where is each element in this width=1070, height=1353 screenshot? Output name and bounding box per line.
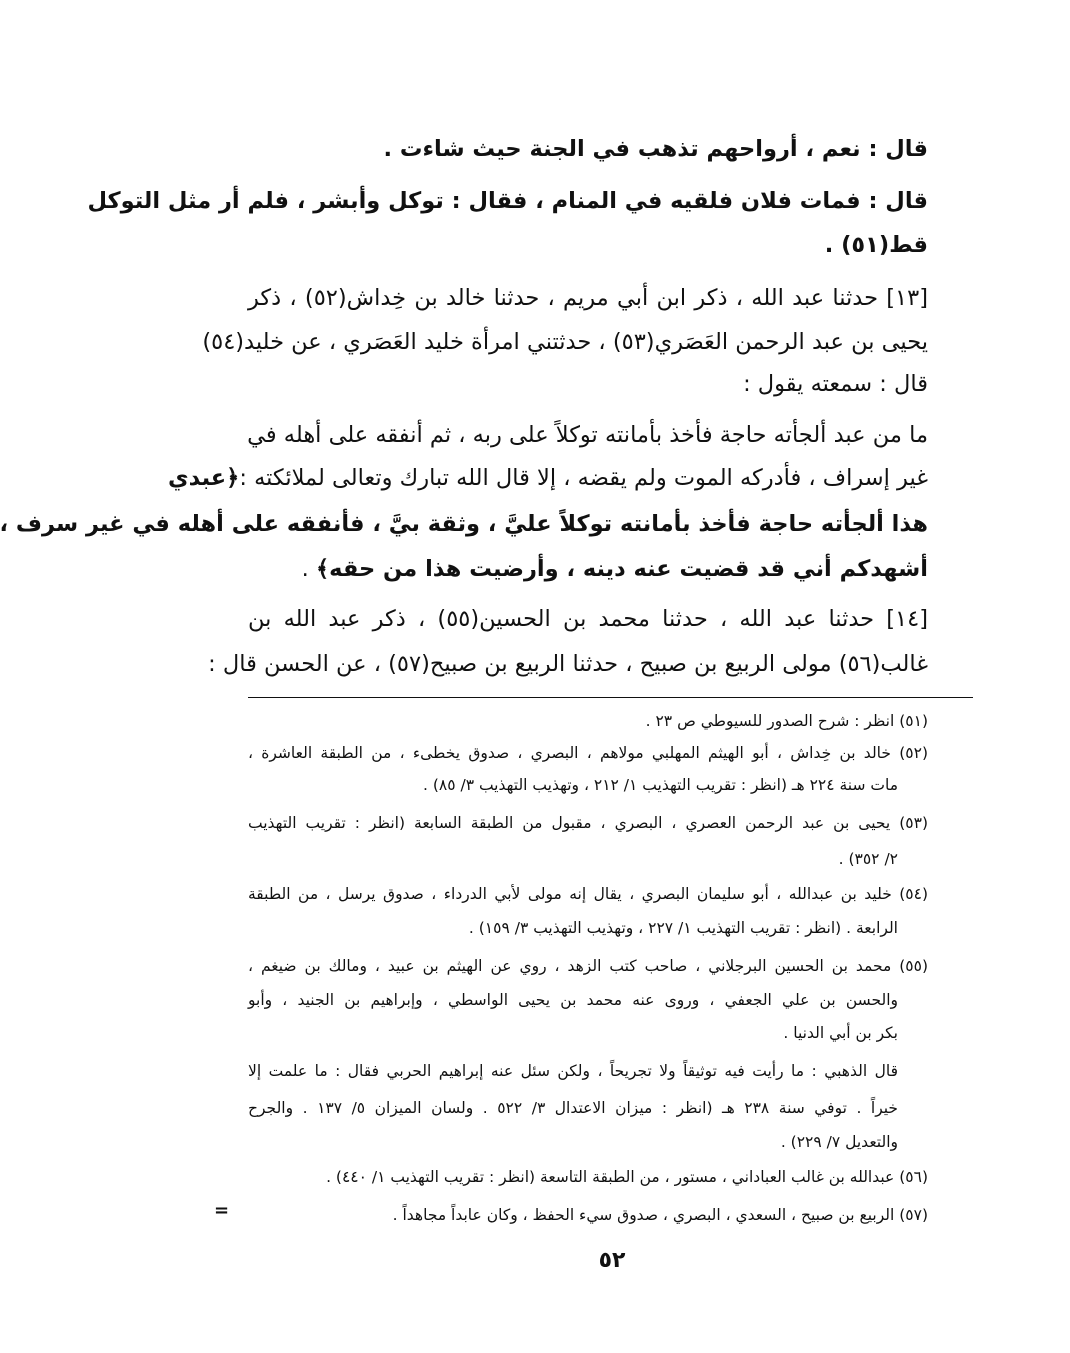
footnote-53-line-2: ٢/ ٣٥٢) . bbox=[838, 850, 898, 868]
quote-closing: أشهدكم أني قد قضيت عنه دينه ، وأرضيت هذا من حقه﴾ bbox=[315, 556, 928, 582]
footnote-54-line-2: الرابعة . (انظر : تقريب التهذيب ١/ ٢٢٧ ، وتهذيب التهذيب ٣/ ١٥٩) . bbox=[468, 919, 898, 937]
body-line-7: ما من عبد ألجأته حاجة فأخذ بأمانته توكلاً على ربه ، ثم أنفقه على أهله في bbox=[247, 422, 928, 448]
footnote-55-line-3: بكر بن أبي الدنيا . bbox=[783, 1024, 898, 1042]
footnote-55-line-6: والتعديل ٧/ ٢٢٩) . bbox=[780, 1133, 898, 1151]
body-line-12: غالب(٥٦) مولى الربيع بن صبيح ، حدثنا الربيع بن صبيح(٥٧) ، عن الحسن قال : bbox=[208, 651, 928, 677]
footnote-51: (٥١) انظر : شرح الصدور للسيوطي ص ٢٣ . bbox=[645, 712, 928, 730]
body-line-1: قال : نعم ، أرواحهم تذهب في الجنة حيث شاءت . bbox=[383, 136, 928, 162]
footnote-57: (٥٧) الربيع بن صبيح ، السعدي ، البصري ، صدوق سيء الحفظ ، وكان عابداً مجاهداً . bbox=[392, 1206, 928, 1224]
continuation-mark: = bbox=[214, 1200, 230, 1221]
footnote-55-line-5: خيراً . توفي سنة ٢٣٨ هـ (انظر : ميزان الاعتدال ٣/ ٥٢٢ . ولسان الميزان ٥/ ١٣٧ . والجرح bbox=[248, 1099, 899, 1117]
body-line-4: [١٣] حدثنا عبد الله ، ذكر ابن أبي مريم ، حدثنا خالد بن خِداش(٥٢) ، ذكر bbox=[248, 285, 928, 311]
body-line-11: [١٤] حدثنا عبد الله ، حدثنا محمد بن الحسين(٥٥) ، ذكر عبد الله بن bbox=[248, 606, 928, 632]
footnote-56: (٥٦) عبدالله بن غالب العباداني ، مستور ، من الطبقة التاسعة (انظر : تقريب التهذيب ١/ ٤٤٠) . bbox=[326, 1168, 928, 1186]
body-line-10 bbox=[248, 547, 928, 591]
body-line-9-quote: هذا ألجأته حاجة فأخذ بأمانته توكلاً عليَّ ، وثقة بيَّ ، فأنفقه على أهله في غير سرف ، bbox=[0, 511, 928, 537]
body-line-3: قط(٥١) . bbox=[824, 232, 928, 258]
page-number: ٥٢ bbox=[598, 1248, 626, 1273]
quote-opening: ﴿عبدي bbox=[167, 465, 240, 491]
body-line-8 bbox=[167, 456, 928, 500]
footnote-54-line-1: (٥٤) خليد بن عبدالله ، أبو سليمان البصري ، يقال إنه مولى لأبي الدرداء ، صدوق يرسل ، من الطبقة bbox=[248, 885, 928, 903]
footnote-55-line-2: والحسن بن علي الجعفي ، وروى عنه محمد بن يحيى الواسطي ، وإبراهيم بن الجنيد ، وأبو bbox=[248, 991, 898, 1009]
footnote-52-line-1: (٥٢) خالد بن خِداش ، أبو الهيثم المهلبي مولاهم ، البصري ، صدوق يخطىء ، من الطبقة العاشرة ، bbox=[248, 744, 928, 762]
footnote-52-line-2: مات سنة ٢٢٤ هـ (انظر : تقريب التهذيب ١/ ٢١٢ ، وتهذيب التهذيب ٣/ ٨٥) . bbox=[422, 776, 898, 794]
body-line-8-plain: غير إسراف ، فأدركه الموت ولم يقضه ، إلا قال الله تبارك وتعالى لملائكته : bbox=[239, 465, 928, 491]
body-line-6: قال : سمعته يقول : bbox=[743, 371, 928, 397]
footnote-53-line-1: (٥٣) يحيى بن عبد الرحمن العصري ، البصري ، مقبول من الطبقة السابعة (انظر : تقريب التهذيب bbox=[248, 814, 928, 832]
body-line-5: يحيى بن عبد الرحمن العَصَري(٥٣) ، حدثتني امرأة خليد العَصَري ، عن خليد(٥٤) bbox=[202, 329, 928, 355]
footnote-55-line-4: قال الذهبي : ما رأيت فيه توثيقاً ولا تجريحاً ، ولكن سئل عنه إبراهيم الحربي فقال : ما علمت إلا bbox=[248, 1062, 898, 1080]
body-line-10-plain: . bbox=[301, 556, 316, 582]
body-line-2: قال : فمات فلان فلقيه في المنام ، فقال : توكل وأبشر ، فلم أر مثل التوكل bbox=[87, 188, 928, 214]
footnote-55-line-1: (٥٥) محمد بن الحسين البرجلاني ، صاحب كتب الزهد ، روي عن الهيثم بن عبيد ، ومالك بن ضيغم ، bbox=[248, 957, 928, 975]
footnote-divider bbox=[248, 697, 973, 698]
